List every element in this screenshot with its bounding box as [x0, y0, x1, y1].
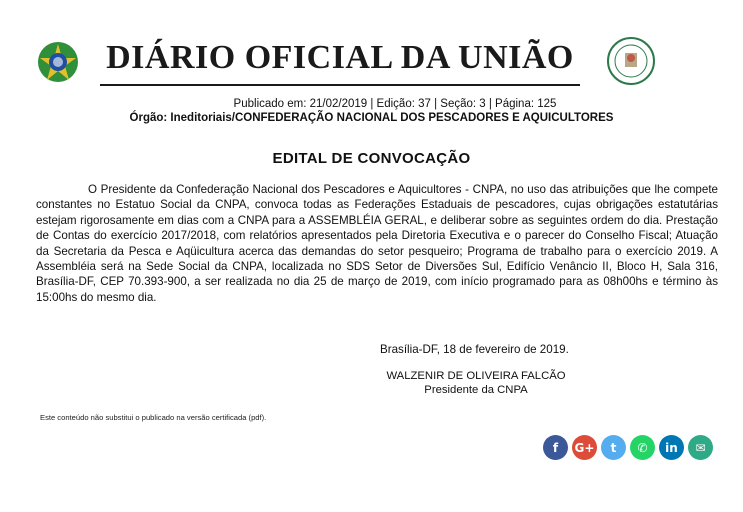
google-plus-share-button[interactable] — [572, 435, 597, 460]
signer-name: WALZENIR DE OLIVEIRA FALCÃO — [386, 370, 566, 382]
certified-version-disclaimer: Este conteúdo não substitui o publicado na versão certificada (pdf). — [40, 413, 267, 422]
masthead-title: DIÁRIO OFICIAL DA UNIÃO — [106, 39, 574, 76]
organ-line: Órgão: Ineditoriais/CONFEDERAÇÃO NACIONAL DOS PESCADORES E AQUICULTORES — [129, 112, 614, 124]
signer-role: Presidente da CNPA — [424, 384, 528, 396]
publication-line: Publicado em: 21/02/2019 | Edição: 37 | Seção: 3 | Página: 125 — [233, 98, 557, 110]
masthead-rule — [100, 84, 580, 86]
facebook-icon: f — [552, 440, 559, 455]
body-paragraph: O Presidente da Confederação Nacional dos Pescadores e Aquicultores - CNPA, no uso das atribuições que lhe compete constantes no Estatuo Social da CNPA, convoca todas as Federações Estaduais de pescadores, cujas obrigações estatutárias estejam rigorosamente em dias com a CNPA para a ASSEMBLÉIA GERAL, e deliberar sobre as seguintes ordem do dia. Prestação de Contas do exercício 2017/2018, com relatórios apresentados pela Diretoria Executiva e o parecer do Conselho Fiscal; Atuação da Secretaria da Pesca e Aqüicultura acerca das demandas do setor pesqueiro; Programa de trabalho para o exercício 2019. A Assembléia será na Sede Social da CNPA, localizada no SDS Setor de Diversões Sul, Edifício Venâncio II, Bloco H, Sala 316, Brasília-DF, CEP 70.393-900, a ser realizada no dia 25 de março de 2019, com início programado para as 08h00hs e término às 15:00hs do mesmo dia. — [36, 183, 718, 304]
signature-block — [386, 369, 566, 397]
facebook-share-button[interactable] — [543, 435, 568, 460]
twitter-icon: t — [610, 440, 617, 455]
email-icon: ✉ — [695, 440, 706, 455]
email-share-button[interactable] — [688, 435, 713, 460]
whatsapp-share-button[interactable] — [630, 435, 655, 460]
coat-of-arms-icon — [36, 40, 80, 84]
share-bar — [543, 435, 713, 460]
place-date: Brasília-DF, 18 de fevereiro de 2019. — [380, 343, 569, 356]
linkedin-icon: in — [665, 440, 678, 455]
imprensa-nacional-seal-icon — [606, 36, 656, 86]
whatsapp-icon: ✆ — [637, 440, 648, 455]
linkedin-share-button[interactable] — [659, 435, 684, 460]
google-plus-icon: G+ — [574, 440, 595, 455]
document-title: EDITAL DE CONVOCAÇÃO — [272, 150, 471, 167]
twitter-share-button[interactable] — [601, 435, 626, 460]
document-body — [36, 182, 718, 305]
